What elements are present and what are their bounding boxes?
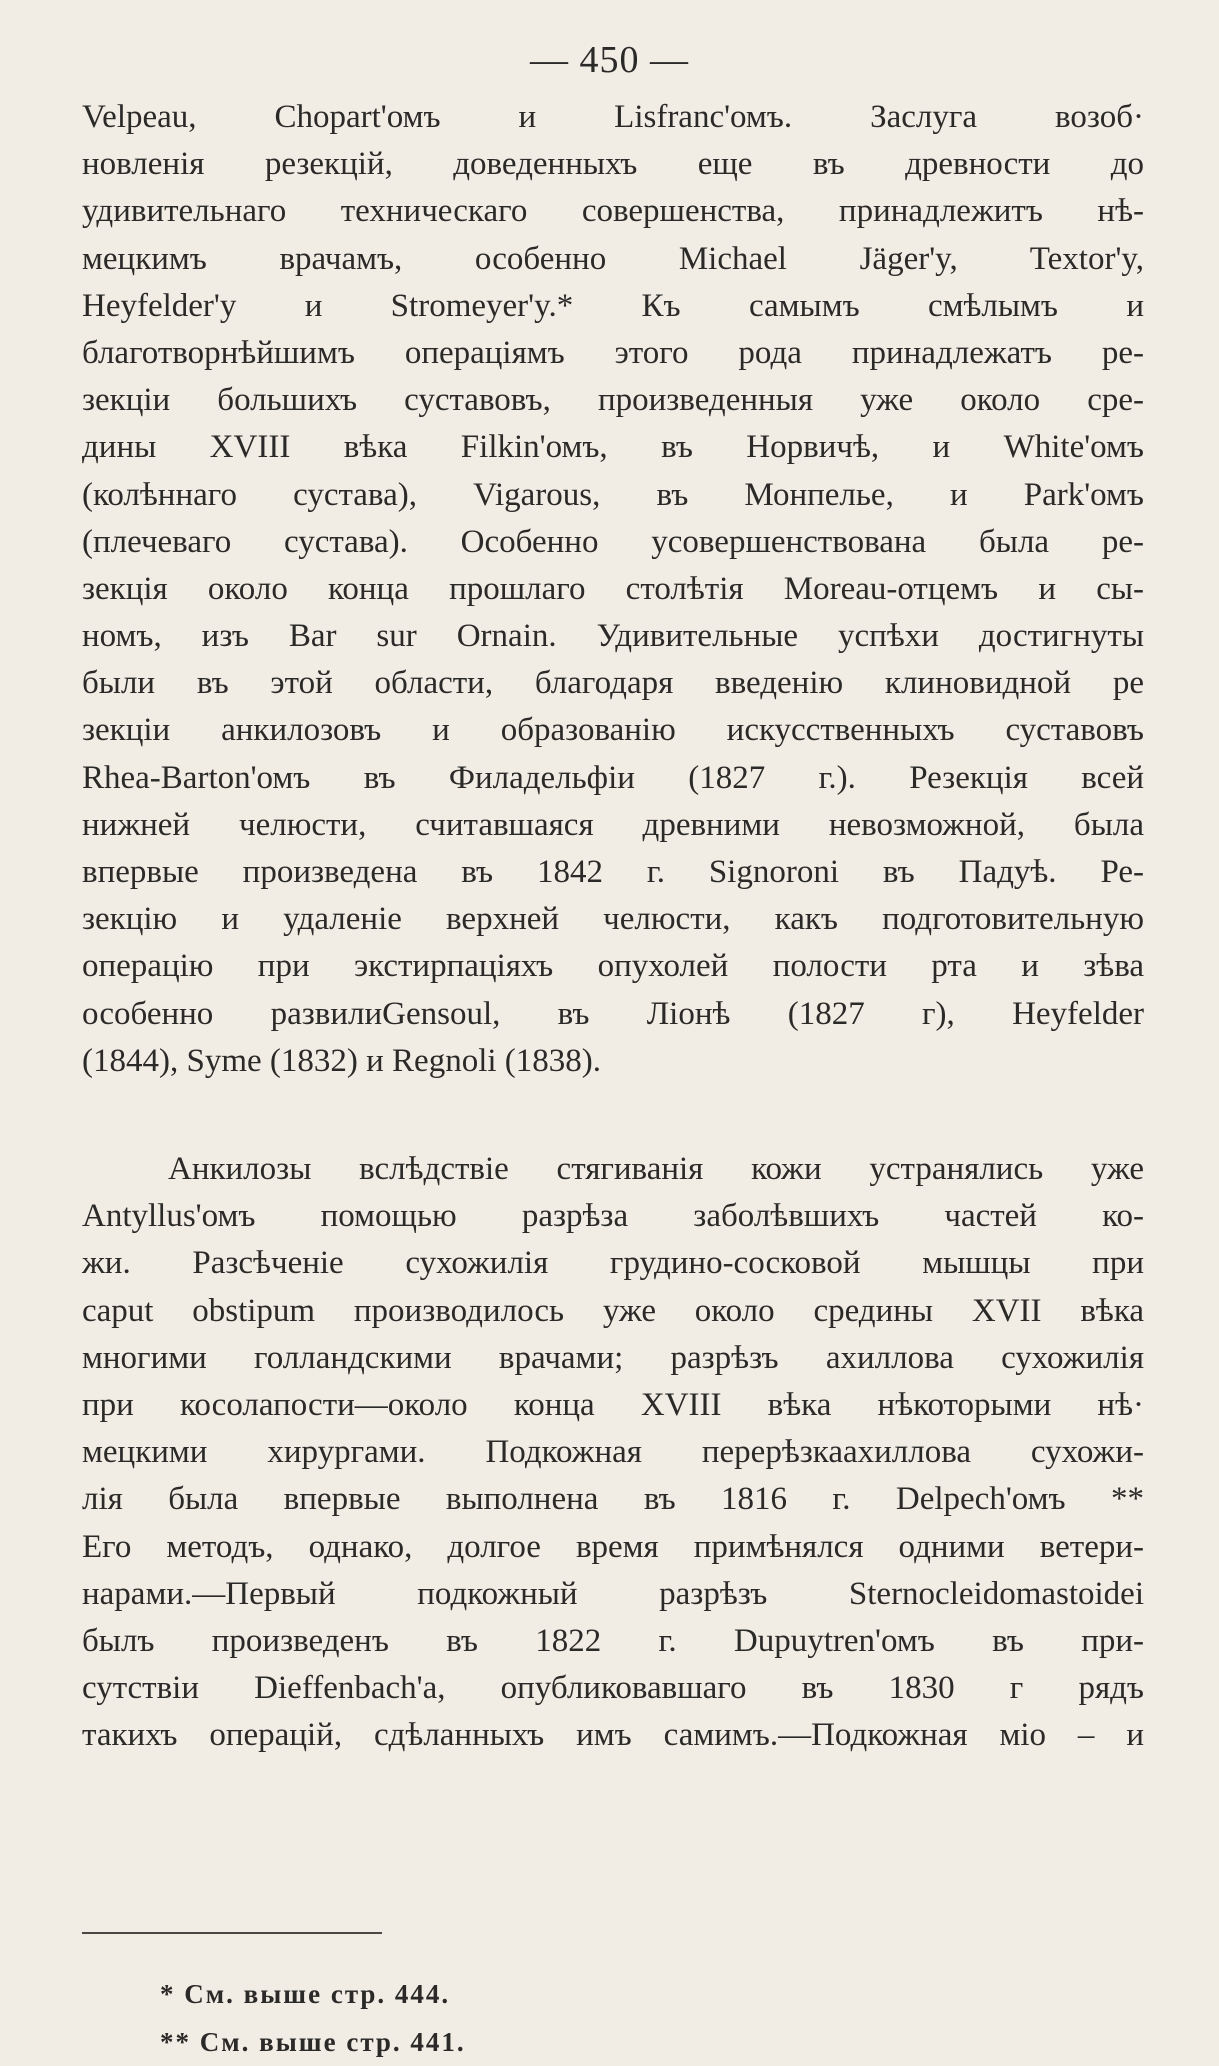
text-line: Heyfelder'y и Stromeyer'y.* Къ самымъ смѣлымъ и (82, 287, 1144, 324)
text-line: мецкими хирургами. Подкожная перерѣзкаахиллова сухожи- (82, 1434, 1144, 1471)
text-line: особенно развилиGensoul, въ Ліонѣ (1827 г), Heyfelder (82, 995, 1144, 1032)
text-line: зекціи анкилозовъ и образованію искусственныхъ суставовъ (82, 712, 1144, 749)
footnote: ** См. выше стр. 441. (160, 2027, 466, 2057)
text-line: Анкилозы вслѣдствіе стягиванія кожи устранялись уже (168, 1151, 1144, 1187)
text-line: жи. Разсѣченіе сухожилія грудино-сосковой мышцы при (82, 1245, 1144, 1282)
text-line: дины XVIII вѣка Filkin'омъ, въ Норвичѣ, и White'омъ (82, 429, 1144, 466)
text-line: зекцію и удаленіе верхней челюсти, какъ подготовительную (82, 901, 1144, 938)
text-line: Antyllus'омъ помощью разрѣза заболѣвшихъ частей ко- (82, 1198, 1144, 1235)
text-line: впервые произведена въ 1842 г. Signoroni въ Падуѣ. Ре- (82, 854, 1144, 890)
text-line: (плечеваго сустава). Особенно усовершенствована была ре- (82, 523, 1144, 560)
text-line: нарами.—Первый подкожный разрѣзъ Sternocleidomastoidei (82, 1575, 1144, 1612)
text-line: сутствіи Dieffenbach'a, опубликовавшаго въ 1830 г рядъ (82, 1670, 1144, 1707)
text-line: мецкимъ врачамъ, особенно Michael Jäger'y, Textor'y, (82, 240, 1144, 277)
footnote-separator (82, 1932, 382, 1934)
text-line: лія была впервые выполнена въ 1816 г. Delpech'омъ ** (82, 1481, 1144, 1518)
paragraph-1 (82, 94, 1144, 1085)
text-line: зекція около конца прошлаго столѣтія Moreau-отцемъ и сы- (82, 570, 1144, 607)
text-line: былъ произведенъ въ 1822 г. Dupuytren'омъ въ при- (82, 1622, 1144, 1659)
text-line: благотворнѣйшимъ операціямъ этого рода принадлежатъ ре- (82, 334, 1144, 371)
text-line: Rhea-Barton'омъ въ Филадельфіи (1827 г.). Резекція всей (82, 759, 1144, 796)
text-line: номъ, изъ Bar sur Ornain. Удивительные успѣхи достигнуты (82, 618, 1144, 655)
text-line: Velpeau, Chopart'омъ и Lisfranc'омъ. Заслуга возоб· (82, 99, 1144, 135)
text-line: Его методъ, однако, долгое время примѣнялся одними ветери- (82, 1528, 1144, 1565)
text-line: (1844), Syme (1832) и Regnoli (1838). (82, 1042, 602, 1079)
footnote: * См. выше стр. 444. (160, 1979, 451, 2009)
footnotes (160, 1970, 760, 2066)
page-number: — 450 — (530, 39, 689, 81)
text-line: зекціи большихъ суставовъ, произведенныя уже около сре- (82, 382, 1144, 419)
text-line: удивительнаго техническаго совершенства, принадлежитъ нѣ- (82, 193, 1144, 230)
text-line: (колѣннаго сустава), Vigarous, въ Монпелье, и Park'омъ (82, 476, 1144, 513)
text-line: при косолапости—около конца XVIII вѣка нѣкоторыми нѣ· (82, 1386, 1144, 1423)
text-line: операцію при экстирпаціяхъ опухолей полости рта и зѣва (82, 948, 1144, 985)
text-line: были въ этой области, благодаря введенію клиновидной ре (82, 665, 1144, 702)
text-line: новленія резекцій, доведенныхъ еще въ древности до (82, 146, 1144, 183)
text-line: многими голландскими врачами; разрѣзъ ахиллова сухожилія (82, 1339, 1144, 1376)
text-line: нижней челюсти, считавшаяся древними невозможной, была (82, 806, 1144, 843)
paragraph-2 (82, 1146, 1144, 1759)
text-line: такихъ операцій, сдѣланныхъ имъ самимъ.—Подкожная міо – и (82, 1717, 1144, 1754)
text-line: caput obstipum производилось уже около средины XVII вѣка (82, 1292, 1144, 1329)
